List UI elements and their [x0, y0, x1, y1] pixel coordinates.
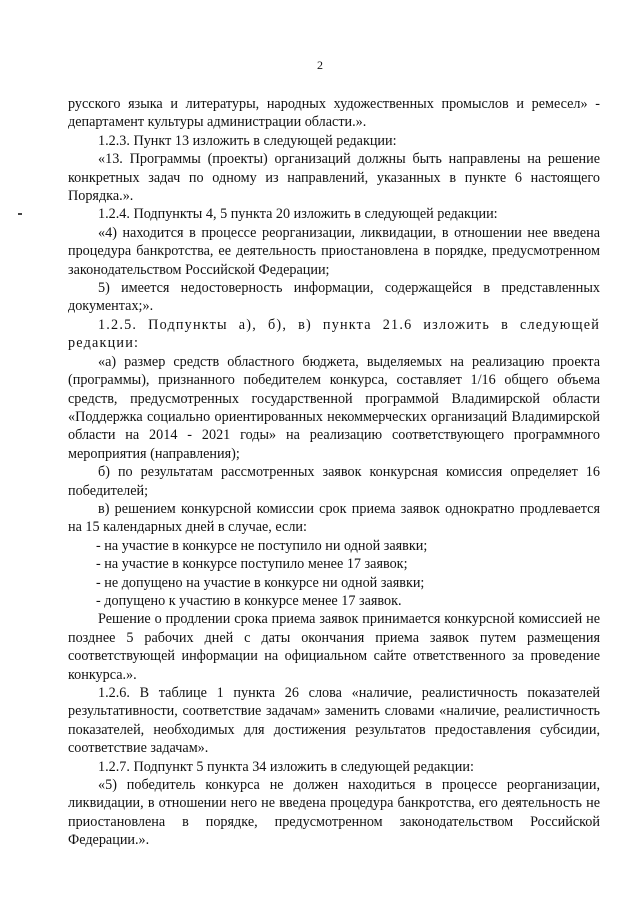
paragraph-1-2-5-item-b: б) по результатам рассмотренных заявок конкурсная комиссия определяет 16 победителей; [68, 464, 600, 499]
paragraph-1-2-6: 1.2.6. В таблице 1 пункта 26 слова «наличие, реалистичность показателей результативности, соответствие задачам» заменить словами «наличие, реалистичность показателей, необходимых для достижения результатов предоставления субсидии, соответствие задачам». [68, 685, 600, 757]
dash-item-1: - на участие в конкурсе не поступило ни одной заявки; [96, 537, 428, 554]
paragraph-1-2-7-heading: 1.2.7. Подпункт 5 пункта 34 изложить в следующей редакции: [98, 758, 474, 775]
dash-item-3: - не допущено на участие в конкурсе ни одной заявки; [96, 574, 425, 591]
paragraph-1-2-3-text: «13. Программы (проекты) организаций должны быть направлены на решение конкретных задач по одному из направлений, указанных в пункте 6 настоящего Порядка.». [68, 151, 600, 205]
paragraph-1-2-3-heading: 1.2.3. Пункт 13 изложить в следующей редакции: [98, 132, 397, 149]
dash-item-2: - на участие в конкурсе поступило менее 17 заявок; [96, 556, 408, 573]
paragraph-continuation: русского языка и литературы, народных художественных промыслов и ремесел» - департамент культуры администрации области.». [68, 96, 600, 131]
paragraph-1-2-5-item-a: «а) размер средств областного бюджета, выделяемых на реализацию проекта (программы), признанного победителем конкурса, составляет 1/16 общего объема средств, предусмотренных государственной программой Владимирской области «Поддержка социально ориентированных некоммерческих организаций Владимирской области на 2014 - 2021 годы» на реализацию соответствующего программного мероприятия (направления); [68, 353, 600, 462]
scan-speck [18, 213, 22, 215]
paragraph-1-2-4-item-5: 5) имеется недостоверность информации, содержащейся в представленных документах;». [68, 280, 600, 315]
page-number: 2 [317, 58, 323, 72]
paragraph-1-2-5-item-v: в) решением конкурсной комиссии срок приема заявок однократно продлевается на 15 календарных дней в случае, если: [68, 500, 600, 536]
paragraph-extension-decision: Решение о продлении срока приема заявок принимается конкурсной комиссией не позднее 5 рабочих дней с даты окончания приема заявок путем размещения соответствующей информации на официальном сайте ответственного за проведение конкурса.». [68, 611, 600, 683]
dash-item-4: - допущено к участию в конкурсе менее 17 заявок. [96, 592, 402, 609]
paragraph-1-2-4-item-4: «4) находится в процессе реорганизации, ликвидации, в отношении нее введена процедура банкротства, ее деятельность приостановлена в порядке, предусмотренном законодательством Российской Федерации; [68, 224, 600, 278]
document-body [68, 95, 600, 850]
paragraph-1-2-5-heading: 1.2.5. Подпункты а), б), в) пункта 21.6 изложить в следующей редакции: [68, 316, 600, 352]
paragraph-1-2-4-heading: 1.2.4. Подпункты 4, 5 пункта 20 изложить в следующей редакции: [98, 206, 498, 223]
paragraph-1-2-7-text: «5) победитель конкурса не должен находиться в процессе реорганизации, ликвидации, в отношении него не введена процедура банкротства, его деятельность не приостановлена в порядке, предусмотренном законодательством Российской Федерации.». [68, 777, 600, 849]
